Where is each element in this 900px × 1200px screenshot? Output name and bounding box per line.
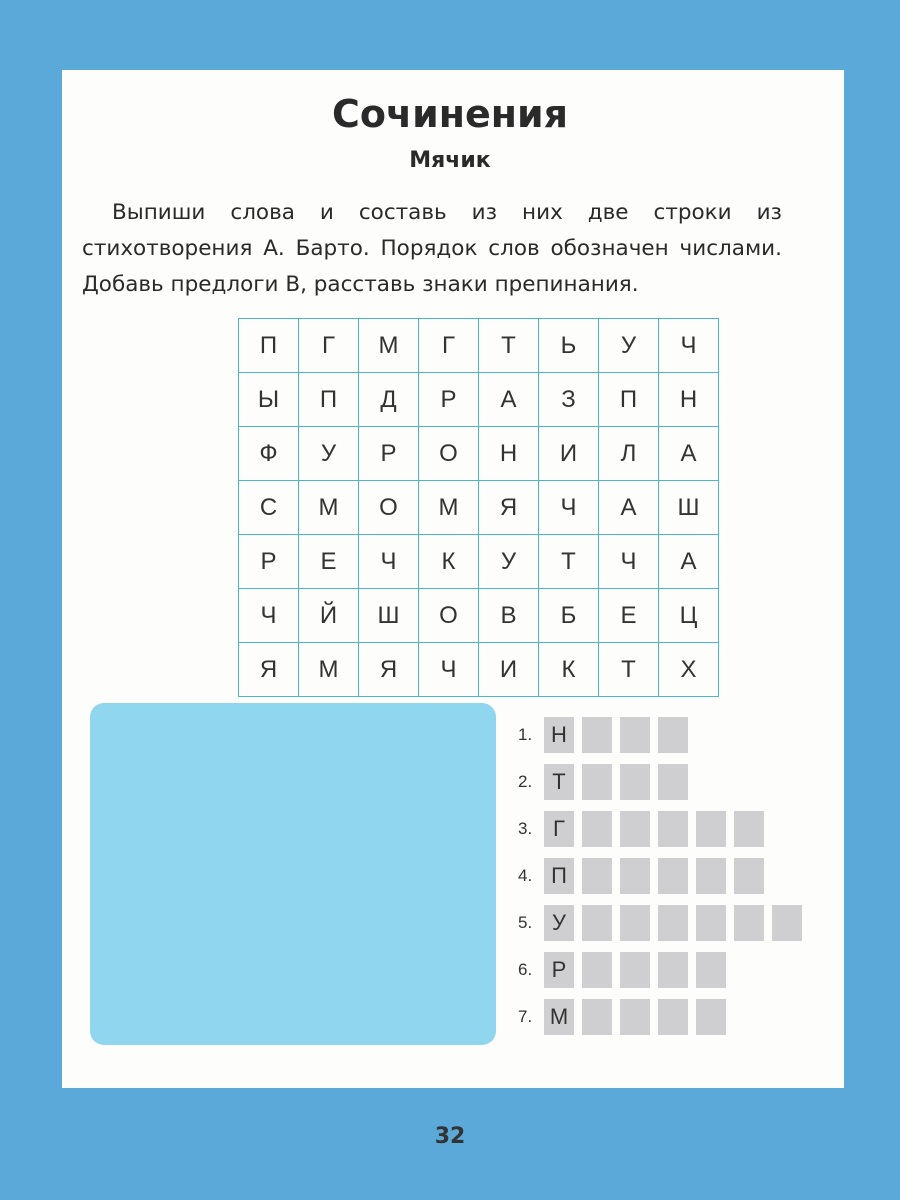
grid-cell[interactable]: П (239, 319, 299, 373)
grid-row (239, 481, 719, 535)
answer-cell[interactable] (658, 999, 688, 1035)
grid-cell[interactable]: Р (359, 427, 419, 481)
grid-cell[interactable]: В (479, 589, 539, 643)
grid-cell[interactable]: А (479, 373, 539, 427)
answer-cell[interactable] (620, 717, 650, 753)
instruction-text: Выпиши слова и составь из них две строки из стихотворения А. Барто. Порядок слов обозначен числами. Добавь предлоги В, расставь знаки препинания. (82, 200, 782, 297)
answer-cell[interactable]: Т (544, 764, 574, 800)
answer-cell[interactable] (696, 999, 726, 1035)
grid-cell[interactable]: У (299, 427, 359, 481)
grid-cell[interactable]: Я (359, 643, 419, 697)
grid-cell[interactable]: К (419, 535, 479, 589)
answer-cell[interactable]: У (544, 905, 574, 941)
grid-row (239, 643, 719, 697)
grid-row (239, 373, 719, 427)
page-number: 32 (434, 1124, 466, 1149)
answer-row (518, 908, 810, 938)
grid-cell[interactable]: Й (299, 589, 359, 643)
answer-cell[interactable] (582, 717, 612, 753)
answer-row (518, 720, 810, 750)
grid-cell[interactable]: М (299, 643, 359, 697)
answer-number: 3. (518, 819, 533, 838)
answer-number: 2. (518, 772, 533, 791)
grid-cell[interactable]: Д (359, 373, 419, 427)
grid-cell[interactable]: Ф (239, 427, 299, 481)
grid-cell[interactable]: А (659, 535, 719, 589)
answer-row (518, 1002, 810, 1032)
grid-cell[interactable]: М (299, 481, 359, 535)
answer-cell[interactable] (582, 999, 612, 1035)
answer-cell[interactable] (620, 952, 650, 988)
answer-cell[interactable] (696, 952, 726, 988)
grid-cell[interactable]: К (539, 643, 599, 697)
grid-row (239, 427, 719, 481)
page-title: Сочинения (331, 92, 568, 136)
answer-number: 5. (518, 913, 533, 932)
answer-row (518, 767, 810, 797)
answer-cell[interactable] (620, 764, 650, 800)
answer-row (518, 861, 810, 891)
answer-cell[interactable] (620, 811, 650, 847)
grid-cell[interactable]: Ч (659, 319, 719, 373)
grid-cell[interactable]: Ш (659, 481, 719, 535)
grid-cell[interactable]: Х (659, 643, 719, 697)
grid-cell[interactable]: Н (479, 427, 539, 481)
answer-cell[interactable] (658, 764, 688, 800)
grid-cell[interactable]: У (599, 319, 659, 373)
answer-cell[interactable] (582, 764, 612, 800)
grid-cell[interactable]: У (479, 535, 539, 589)
grid-cell[interactable]: Т (539, 535, 599, 589)
answer-cell[interactable] (696, 858, 726, 894)
answer-cell[interactable] (734, 858, 764, 894)
grid-cell[interactable]: И (479, 643, 539, 697)
grid-cell[interactable]: Л (599, 427, 659, 481)
answer-cell[interactable] (734, 811, 764, 847)
grid-cell[interactable]: Ш (359, 589, 419, 643)
grid-cell[interactable]: Ц (659, 589, 719, 643)
answer-cell[interactable] (582, 858, 612, 894)
grid-cell[interactable]: Я (239, 643, 299, 697)
grid-cell[interactable]: О (419, 427, 479, 481)
grid-cell[interactable]: М (419, 481, 479, 535)
answer-cell[interactable] (658, 905, 688, 941)
grid-cell[interactable]: Ч (239, 589, 299, 643)
grid-cell[interactable]: Ч (359, 535, 419, 589)
answer-cell[interactable]: М (544, 999, 574, 1035)
answer-cell[interactable]: Г (544, 811, 574, 847)
grid-cell[interactable]: А (659, 427, 719, 481)
grid-cell[interactable]: П (599, 373, 659, 427)
writing-area[interactable] (90, 703, 496, 1045)
grid-cell[interactable]: Г (299, 319, 359, 373)
grid-cell[interactable]: С (239, 481, 299, 535)
answer-cell[interactable] (620, 858, 650, 894)
grid-cell[interactable]: Г (419, 319, 479, 373)
answer-number: 7. (518, 1007, 533, 1026)
answer-number: 6. (518, 960, 533, 979)
grid-row (239, 535, 719, 589)
grid-cell[interactable]: О (419, 589, 479, 643)
grid-cell[interactable]: Р (419, 373, 479, 427)
grid-row (239, 589, 719, 643)
grid-cell[interactable]: Ч (539, 481, 599, 535)
answer-cell[interactable]: Р (544, 952, 574, 988)
answer-cell[interactable] (582, 952, 612, 988)
grid-cell[interactable]: П (299, 373, 359, 427)
answer-cell[interactable] (658, 952, 688, 988)
grid-cell[interactable]: Ь (539, 319, 599, 373)
page-subtitle: Мячик (409, 148, 491, 173)
grid-cell[interactable]: Е (299, 535, 359, 589)
grid-cell[interactable]: Ч (419, 643, 479, 697)
answer-rows (518, 720, 810, 1049)
grid-cell[interactable]: Я (479, 481, 539, 535)
answer-row (518, 955, 810, 985)
grid-cell[interactable]: А (599, 481, 659, 535)
answer-cell[interactable] (658, 811, 688, 847)
answer-cell[interactable] (582, 905, 612, 941)
grid-cell[interactable]: О (359, 481, 419, 535)
grid-cell[interactable]: Т (479, 319, 539, 373)
answer-cell[interactable] (620, 905, 650, 941)
answer-cell[interactable] (658, 717, 688, 753)
grid-cell[interactable]: Н (659, 373, 719, 427)
answer-cell[interactable]: Н (544, 717, 574, 753)
letter-grid (238, 318, 719, 697)
answer-number: 1. (518, 725, 533, 744)
answer-cell[interactable]: П (544, 858, 574, 894)
answer-cell[interactable] (658, 858, 688, 894)
answer-cell[interactable] (696, 811, 726, 847)
answer-cell[interactable] (772, 905, 802, 941)
answer-row (518, 814, 810, 844)
answer-cell[interactable] (582, 811, 612, 847)
grid-cell[interactable]: Б (539, 589, 599, 643)
grid-cell[interactable]: М (359, 319, 419, 373)
grid-cell[interactable]: Т (599, 643, 659, 697)
answer-cell[interactable] (620, 999, 650, 1035)
answer-number: 4. (518, 866, 533, 885)
grid-cell[interactable]: Ы (239, 373, 299, 427)
grid-cell[interactable]: Р (239, 535, 299, 589)
grid-cell[interactable]: Ч (599, 535, 659, 589)
grid-cell[interactable]: З (539, 373, 599, 427)
grid-row (239, 319, 719, 373)
grid-cell[interactable]: Е (599, 589, 659, 643)
answer-cell[interactable] (696, 905, 726, 941)
answer-cell[interactable] (734, 905, 764, 941)
grid-cell[interactable]: И (539, 427, 599, 481)
